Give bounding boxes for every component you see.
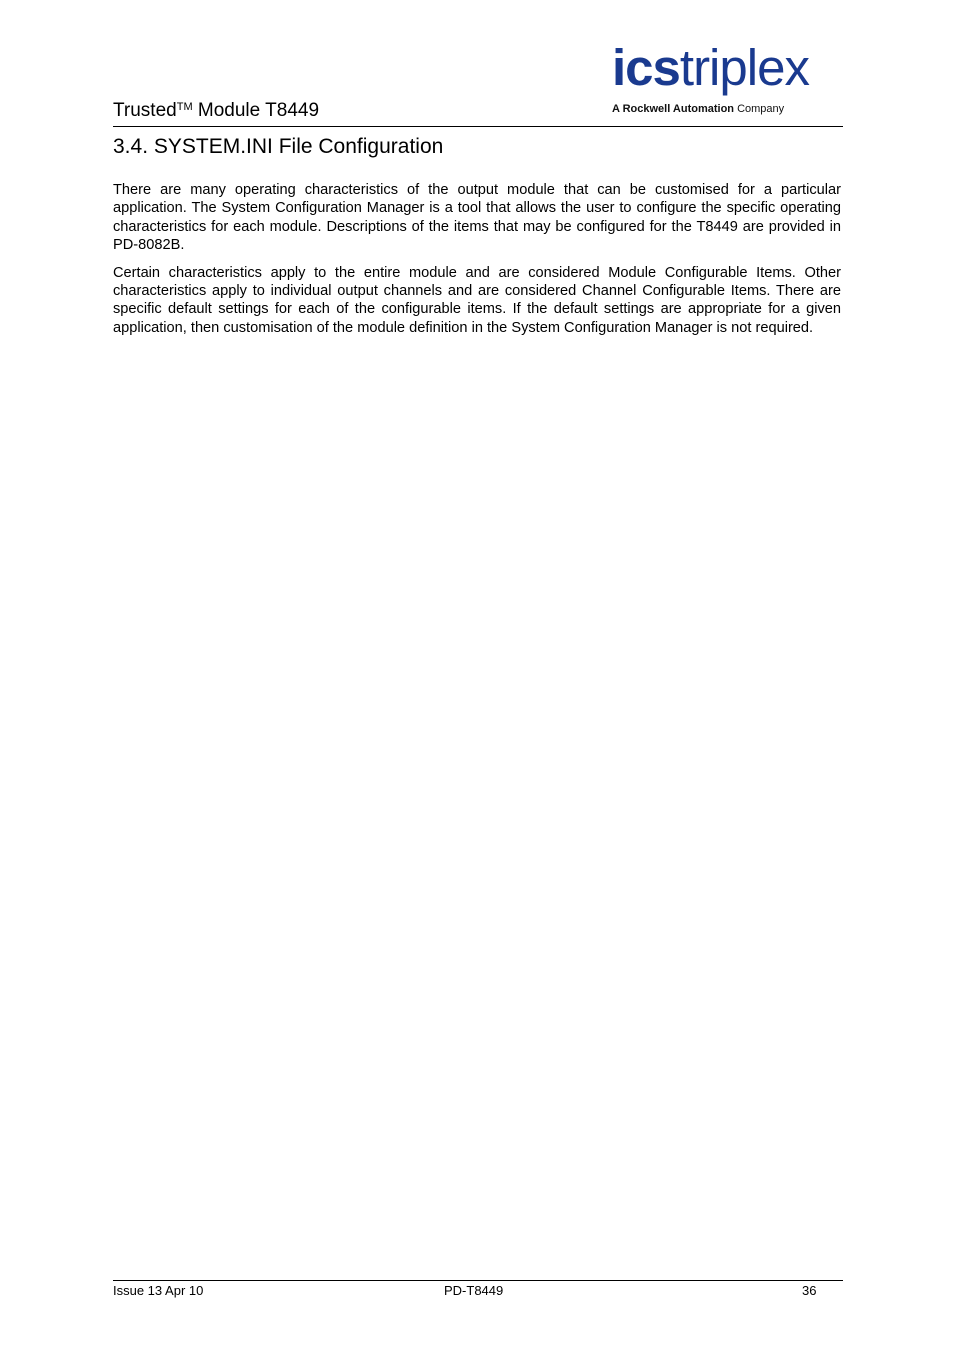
- company-logo: [612, 39, 844, 120]
- paragraph-1: There are many operating characteristics of the output module that can be customised for a particular application. The System Configuration Manager is a tool that allows the user to configure the specific operating characteristics for each module. Descriptions of the items that may be configured for the T8449 are provided in PD-8082B.: [113, 182, 841, 254]
- header-title: [113, 99, 319, 123]
- header-divider: [113, 126, 843, 127]
- footer-issue: Issue 13 Apr 10: [113, 1283, 204, 1298]
- paragraph-2: Certain characteristics apply to the entire module and are considered Module Configurable Items. Other characteristics apply to individual output channels and are considered Channel Configurable Items. There are specific default settings for each of the configurable items. If the default settings are appropriate for a given application, then customisation of the module definition in the System Configuration Manager is not required.: [113, 264, 841, 336]
- logo-wordmark: [612, 38, 809, 98]
- footer-divider: [113, 1280, 843, 1281]
- footer-page-number: 36: [802, 1283, 817, 1298]
- logo-tagline-prefix: A: [612, 103, 623, 115]
- trademark-mark: TM: [176, 101, 193, 113]
- logo-tagline: [612, 102, 784, 116]
- header-title-main: Trusted: [113, 100, 177, 121]
- logo-tagline-brand: Rockwell Automation: [622, 103, 735, 115]
- body-text: [113, 181, 841, 346]
- footer-doc-id: PD-T8449: [444, 1283, 504, 1298]
- logo-tagline-suffix: Company: [734, 103, 785, 115]
- logo-word-ics: ics: [612, 39, 680, 96]
- section-title: 3.4. SYSTEM.INI File Configuration: [113, 135, 444, 158]
- header-title-rest: Module T8449: [192, 100, 320, 121]
- logo-word-triplex: triplex: [679, 39, 809, 96]
